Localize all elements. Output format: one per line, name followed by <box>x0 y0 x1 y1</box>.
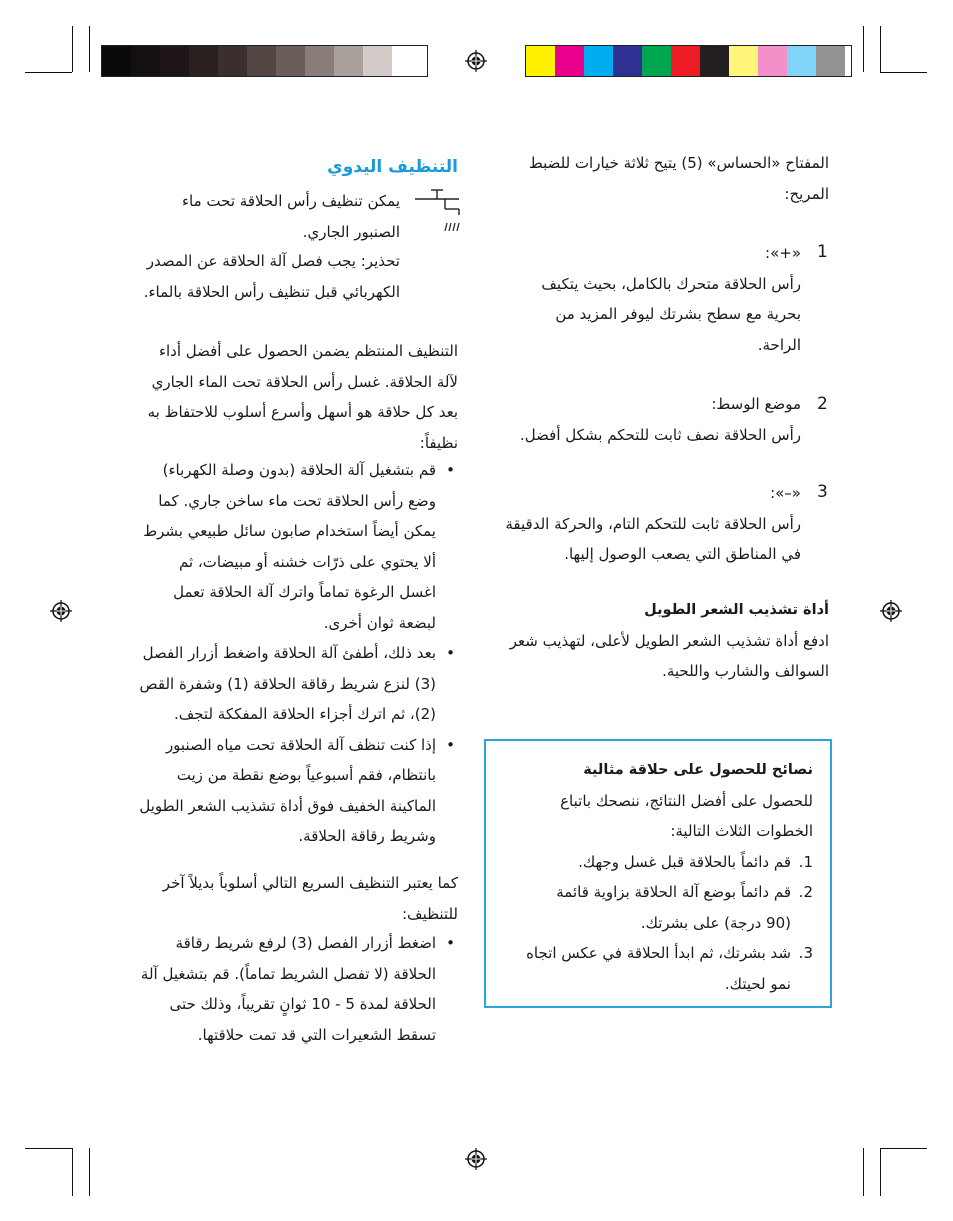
registration-mark-icon <box>50 600 72 622</box>
tips-intro: للحصول على أفضل النتائج، ننصحك باتباع <box>560 791 813 810</box>
bullet-item <box>113 928 458 1050</box>
bullet-line: بانتظام، فقم أسبوعياً بوضع نقطة من زيت <box>176 766 436 784</box>
color-swatch <box>613 46 642 76</box>
process-color-bar <box>525 45 852 77</box>
para-line: للتنظيف: <box>401 904 458 923</box>
tip-item <box>513 938 813 999</box>
item-number: 3 <box>817 482 828 502</box>
bullet-item <box>113 455 458 638</box>
tip-number: 3. <box>798 944 813 962</box>
tip-item <box>513 847 813 878</box>
bullet-line: ألا يحتوي على ذرّات خشنه أو مبيضات، ثم <box>178 552 436 571</box>
color-swatch <box>671 46 700 76</box>
crop-mark <box>880 1148 927 1149</box>
color-swatch <box>787 46 816 76</box>
crop-mark <box>72 1148 73 1196</box>
para-line: كما يعتبر التنظيف السريع التالي أسلوباً بديلاً آخر <box>162 874 458 892</box>
warning-line: تحذير: يجب فصل آلة الحلاقة عن المصدر <box>146 252 400 270</box>
bullet-line: (2)، ثم اترك أجزاء الحلاقة المفككة لتجف. <box>173 705 436 723</box>
registration-mark-icon <box>465 50 487 72</box>
bullet-line: • بعد ذلك، أطفئ آلة الحلاقة واضغط أزرار الفصل <box>142 644 436 662</box>
cleaning-bullet-list <box>113 455 458 852</box>
setting-line: بحرية مع سطح بشرتك ليوفر المزيد من <box>555 305 801 323</box>
color-swatch <box>247 46 276 76</box>
color-swatch <box>131 46 160 76</box>
tip-line: قم دائماً بالحلاقة قبل غسل وجهك. <box>578 852 791 871</box>
color-swatch <box>584 46 613 76</box>
color-swatch <box>363 46 392 76</box>
trimmer-line: السوالف والشارب واللحية. <box>662 662 829 680</box>
tap-water-icon <box>413 185 461 235</box>
rinse-note <box>120 186 400 247</box>
manual-cleaning-title: التنظيف اليدوي <box>327 157 458 177</box>
color-swatch <box>160 46 189 76</box>
para-line: نظيفاً: <box>419 433 458 452</box>
trimmer-title: أداة تشذيب الشعر الطويل <box>644 602 829 618</box>
warning-note <box>80 246 400 307</box>
bullet-line: • إذا كنت تنظف آلة الحلاقة تحت مياه الصنبور <box>165 735 436 754</box>
setting-line: رأس الحلاقة متحرك بالكامل، بحيث يتكيف <box>541 274 801 293</box>
color-swatch <box>218 46 247 76</box>
para-line: بعد كل حلاقة هو أسهل وأسرع أسلوب للاحتفاظ به <box>147 403 458 421</box>
color-swatch <box>758 46 787 76</box>
bullet-line: وشريط رقاقة الحلاقة. <box>298 827 436 845</box>
color-swatch <box>700 46 729 76</box>
crop-mark <box>863 26 864 72</box>
bullet-line: تسقط الشعيرات التي قد تمت حلاقتها. <box>197 1025 436 1044</box>
bullet-item <box>113 730 458 852</box>
color-swatch <box>526 46 555 76</box>
rinse-line: يمكن تنظيف رأس الحلاقة تحت ماء <box>182 192 400 210</box>
setting-line: رأس الحلاقة ثابت للتحكم التام، والحركة الدقيقة <box>505 514 801 533</box>
setting-head: «–»: <box>770 484 801 502</box>
crop-mark <box>25 1148 72 1149</box>
color-swatch <box>555 46 584 76</box>
crop-mark <box>72 26 73 72</box>
cleaning-steps <box>113 455 458 852</box>
registration-mark-icon <box>465 1148 487 1170</box>
item-number: 2 <box>817 394 828 414</box>
bullet-line: • اضغط أزرار الفصل (3) لرفع شريط رقاقة <box>175 934 436 952</box>
tip-number: 1. <box>798 852 813 871</box>
crop-mark <box>863 1148 864 1196</box>
registration-mark-icon <box>880 600 902 622</box>
crop-mark <box>880 1148 881 1196</box>
grayscale-color-bar <box>101 45 428 77</box>
crop-mark <box>89 26 90 72</box>
tip-line: قم دائماً بوضع آلة الحلاقة بزاوية قائمة <box>556 883 791 901</box>
bullet-line: الحلاقة (لا تفصل الشريط تماماً). قم بتشغيل آلة <box>140 964 436 983</box>
bullet-line: لبضعة ثوان أخرى. <box>323 613 436 632</box>
setting-item-1 <box>481 238 801 360</box>
setting-line: الراحة. <box>757 335 801 354</box>
color-swatch <box>189 46 218 76</box>
crop-mark <box>880 72 927 73</box>
quick-bullet-list <box>113 928 458 1050</box>
tip-line: نمو لحيتك. <box>724 974 791 993</box>
color-swatch <box>392 46 421 76</box>
setting-item-3 <box>471 478 801 570</box>
bullet-line: الماكينة الخفيف فوق أداة تشذيب الشعر الطويل <box>139 796 436 815</box>
bullet-line: • قم بتشغيل آلة الحلاقة (بدون وصلة الكهرباء) <box>162 461 436 479</box>
long-hair-trimmer-section <box>479 595 829 687</box>
color-swatch <box>642 46 671 76</box>
tips-intro: الخطوات الثلاث التالية: <box>670 822 813 840</box>
para-line: التنظيف المنتظم يضمن الحصول على أفضل أداء <box>158 342 458 360</box>
tips-title: نصائح للحصول على حلاقة مثالية <box>583 762 813 778</box>
tip-line: (90 درجة) على بشرتك. <box>640 913 791 932</box>
crop-mark <box>25 72 72 73</box>
bullet-line: اغسل الرغوة تماماً واترك آلة الحلاقة تعمل <box>173 583 436 601</box>
setting-head: موضع الوسط: <box>711 395 801 413</box>
item-number: 1 <box>817 242 828 262</box>
color-swatch <box>334 46 363 76</box>
bullet-line: وضع رأس الحلاقة تحت ماء ساخن جاري. كما <box>158 491 436 510</box>
tips-content <box>513 755 813 999</box>
crop-mark <box>880 26 881 72</box>
quick-cleaning-paragraph <box>118 868 458 929</box>
setting-head: «+»: <box>765 244 801 262</box>
setting-line: في المناطق التي يصعب الوصول إليها. <box>564 545 801 563</box>
color-swatch <box>729 46 758 76</box>
regular-cleaning-paragraph <box>118 336 458 458</box>
tip-number: 2. <box>798 883 813 901</box>
para-line: لآلة الحلاقة. غسل رأس الحلاقة تحت الماء الجاري <box>151 372 458 391</box>
color-swatch <box>102 46 131 76</box>
rinse-line: الصنبور الجاري. <box>302 222 400 241</box>
crop-mark <box>89 1148 90 1196</box>
quick-cleaning-steps <box>113 928 458 1050</box>
tip-line: شد بشرتك، ثم ابدأ الحلاقة في عكس اتجاه <box>526 944 791 962</box>
bullet-item <box>113 638 458 730</box>
tip-item <box>513 877 813 938</box>
color-swatch <box>276 46 305 76</box>
trimmer-line: ادفع أداة تشذيب الشعر الطويل لأعلى، لتهذيب شعر <box>509 631 829 650</box>
bullet-line: يمكن أيضاً استخدام صابون سائل طبيعي بشرط <box>143 522 436 540</box>
intro-line: المفتاح «الحساس» (5) يتيح ثلاثة خيارات للضبط <box>528 154 829 172</box>
warning-line: الكهربائي قبل تنظيف رأس الحلاقة بالماء. <box>143 282 400 301</box>
bullet-line: الحلاقة لمدة 5 - 10 ثوانٍ تقريباً، وذلك حتى <box>169 995 436 1013</box>
setting-line: رأس الحلاقة نصف ثابت للتحكم بشكل أفضل. <box>520 425 801 444</box>
sensitive-switch-intro <box>489 148 829 209</box>
tips-list <box>513 847 813 1000</box>
color-swatch <box>816 46 845 76</box>
intro-line: المريح: <box>784 184 829 203</box>
color-swatch <box>305 46 334 76</box>
bullet-line: (3) لنزع شريط رقاقة الحلاقة (1) وشفرة القص <box>139 674 436 693</box>
setting-item-2 <box>481 389 801 450</box>
